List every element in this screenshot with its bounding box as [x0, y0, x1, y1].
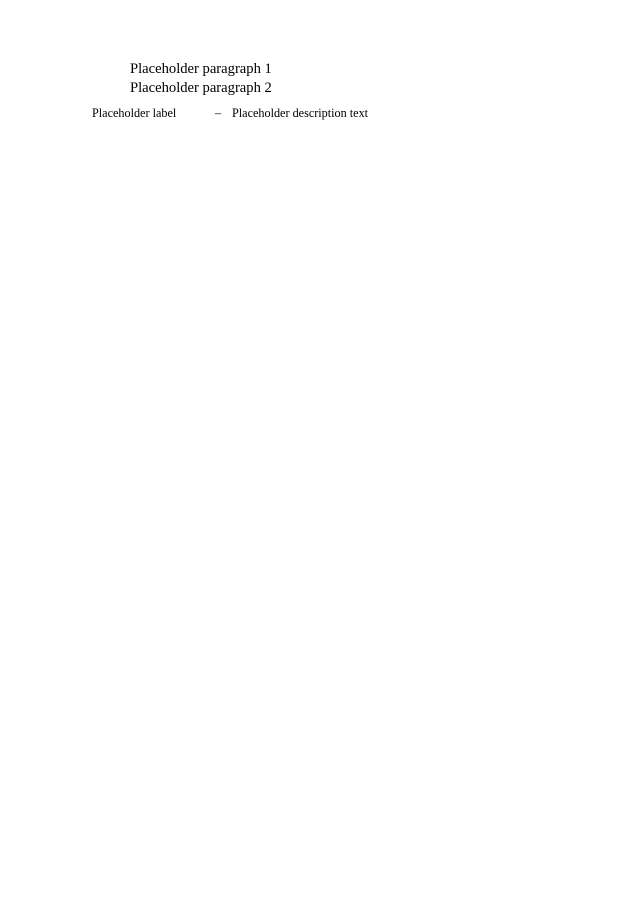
passport-label: Placeholder label	[92, 106, 177, 121]
passport-table	[92, 105, 596, 121]
page-number	[92, 38, 596, 60]
paragraph: Placeholder paragraph 2	[130, 79, 272, 96]
passport-text: Placeholder description text	[232, 106, 369, 121]
document-body	[92, 60, 596, 121]
paragraph: Placeholder paragraph 1	[130, 61, 272, 77]
dash-separator: –	[214, 106, 222, 121]
